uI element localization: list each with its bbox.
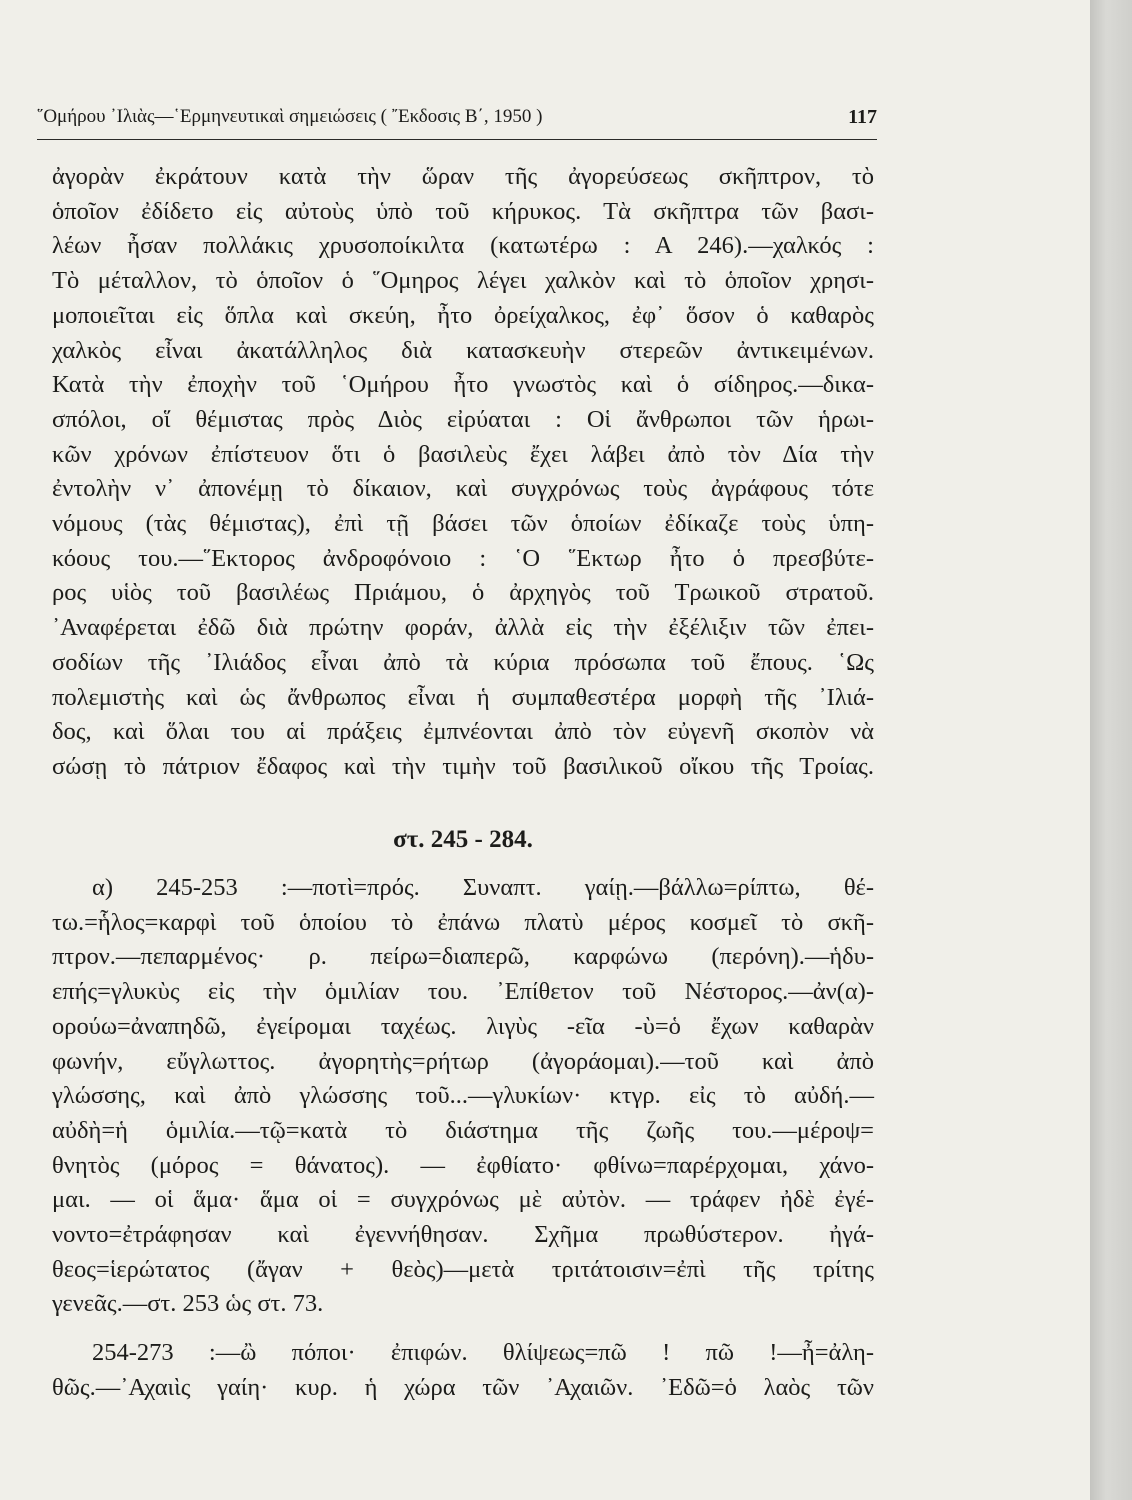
text-line: α) 245-253 :—ποτὶ=πρός. Συναπτ. γαίῃ.—βάλλω=ρίπτω, θέ-	[92, 874, 874, 901]
text-line: θνητὸς (μόρος = θάνατος). — ἐφθίατο· φθίνω=παρέρχομαι, χάνο-	[52, 1151, 874, 1179]
text-line: νοντο=ἐτράφησαν καὶ ἐγεννήθησαν. Σχῆμα πρωθύστερον. ἠγά-	[52, 1221, 874, 1248]
text-line: ἀγορὰν ἐκράτουν κατὰ τὴν ὥραν τῆς ἀγορεύσεως σκῆπτρον, τὸ	[52, 163, 874, 190]
running-header	[37, 106, 877, 136]
text-line: πολεμιστὴς καὶ ὡς ἄνθρωπος εἶναι ἡ συμπαθεστέρα μορφὴ τῆς ᾿Ιλιά-	[52, 683, 874, 711]
text-line: μαι. — οἱ ἅμα· ἅμα οἱ = συγχρόνως μὲ αὐτὸν. — τράφεν ἠδὲ ἐγέ-	[52, 1186, 874, 1214]
text-line: επής=γλυκὺς εἰς τὴν ὁμιλίαν του. ᾿Επίθετον τοῦ Νέστορος.—ἀν(α)-	[52, 978, 874, 1006]
text-line: κῶν χρόνων ἐπίστευον ὅτι ὁ βασιλεὺς ἔχει λάβει ἀπὸ τὸν Δία τὴν	[52, 440, 874, 468]
text-line: Κατὰ τὴν ἐποχὴν τοῦ ῾Ομήρου ἦτο γνωστὸς καὶ ὁ σίδηρος.—δικα-	[52, 371, 874, 399]
text-line: θῶς.—᾿Αχαιὶς γαίη· κυρ. ἡ χώρα τῶν ᾿Αχαιῶν. ᾿Εδῶ=ὁ λαὸς τῶν	[52, 1373, 874, 1401]
text-line: γλώσσης, καὶ ἀπὸ γλώσσης τοῦ...—γλυκίων· κτγρ. εἰς τὸ αὐδή.—	[52, 1082, 874, 1110]
text-line: θεος=ἱερώτατος (ἄγαν + θεὸς)—μετὰ τριτάτοισιν=ἐπὶ τῆς τρίτης	[52, 1255, 874, 1283]
running-title: ῞Ομήρου ᾿Ιλιὰς—῾Ερμηνευτικαὶ σημειώσεις ( ῎Εκδοσις Β΄, 1950 )	[37, 106, 543, 127]
header-rule	[37, 139, 877, 140]
text-line: ἐντολὴν ν᾿ ἀπονέμῃ τὸ δίκαιον, καὶ συγχρόνως τοὺς ἀγράφους τότε	[52, 475, 874, 503]
text-line: μοποιεῖται εἰς ὅπλα καὶ σκεύη, ἦτο ὀρείχαλκος, ἐφ᾿ ὅσον ὁ καθαρὸς	[52, 301, 874, 329]
text-line: αὐδὴ=ἡ ὁμιλία.—τῷ=κατὰ τὸ διάστημα τῆς ζωῆς του.—μέροψ=	[52, 1116, 874, 1144]
text-line: τω.=ἧλος=καρφὶ τοῦ ὁποίου τὸ ἐπάνω πλατὺ μέρος κοσμεῖ τὸ σκῆ-	[52, 908, 874, 936]
text-line: ᾿Αναφέρεται ἐδῶ διὰ πρώτην φοράν, ἀλλὰ εἰς τὴν ἐξέλιξιν τῶν ἐπει-	[52, 614, 874, 642]
text-line: φωνήν, εὔγλωττος. ἀγορητὴς=ρήτωρ (ἀγοράομαι).—τοῦ καὶ ἀπὸ	[52, 1047, 874, 1075]
page-number: 117	[848, 106, 877, 128]
text-line: γενεᾶς.—στ. 253 ὡς στ. 73.	[52, 1290, 324, 1318]
text-line: λέων ἦσαν πολλάκις χρυσοποίκιλτα (κατωτέρω : Α 246).—χαλκός :	[52, 232, 874, 260]
text-line: πτρον.—πεπαρμένος· ρ. πείρω=διαπερῶ, καρφώνω (περόνη).—ἡδυ-	[52, 943, 874, 971]
text-line: δος, καὶ ὅλαι του αἱ πράξεις ἐμπνέονται ἀπὸ τὸν εὐγενῆ σκοπὸν νὰ	[52, 718, 874, 746]
text-line: νόμους (τὰς θέμιστας), ἐπὶ τῇ βάσει τῶν ὁποίων ἐδίκαζε τοὺς ὑπη-	[52, 510, 874, 537]
text-line: χαλκὸς εἶναι ἀκατάλληλος διὰ κατασκευὴν στερεῶν ἀντικειμένων.	[52, 336, 874, 364]
text-line: ὁποῖον ἐδίδετο εἰς αὐτοὺς ὑπὸ τοῦ κήρυκος. Τὰ σκῆπτρα τῶν βασι-	[52, 197, 874, 225]
text-line: κόους του.—῞Εκτορος ἀνδροφόνοιο : ῾Ο ῞Εκτωρ ἦτο ὁ πρεσβύτε-	[52, 544, 874, 572]
page-edge-shadow	[1090, 0, 1132, 1500]
text-line: Τὸ μέταλλον, τὸ ὁποῖον ὁ ῞Ομηρος λέγει χαλκὸν καὶ τὸ ὁποῖον χρησι-	[52, 267, 874, 295]
text-line: σπόλοι, οἵ θέμιστας πρὸς Διὸς εἰρύαται : Οἱ ἄνθρωποι τῶν ἡρωι-	[52, 405, 874, 433]
text-line: σώσῃ τὸ πάτριον ἔδαφος καὶ τὴν τιμὴν τοῦ βασιλικοῦ οἴκου τῆς Τροίας.	[52, 752, 874, 780]
text-line: ρος υἱὸς τοῦ βασιλέως Πριάμου, ὁ ἀρχηγὸς τοῦ Τρωικοῦ στρατοῦ.	[52, 579, 874, 607]
section-heading: στ. 245 - 284.	[393, 826, 533, 853]
text-line: 254-273 :—ὢ πόποι· ἐπιφών. θλίψεως=πῶ ! πῶ !—ἦ=ἀλη-	[92, 1339, 874, 1366]
text-line: σοδίων τῆς ᾿Ιλιάδος εἶναι ἀπὸ τὰ κύρια πρόσωπα τοῦ ἔπους. ῾Ως	[52, 648, 874, 676]
text-line: ορούω=ἀναπηδῶ, ἐγείρομαι ταχέως. λιγὺς -εῖα -ὺ=ὁ ἔχων καθαρὰν	[52, 1012, 874, 1040]
